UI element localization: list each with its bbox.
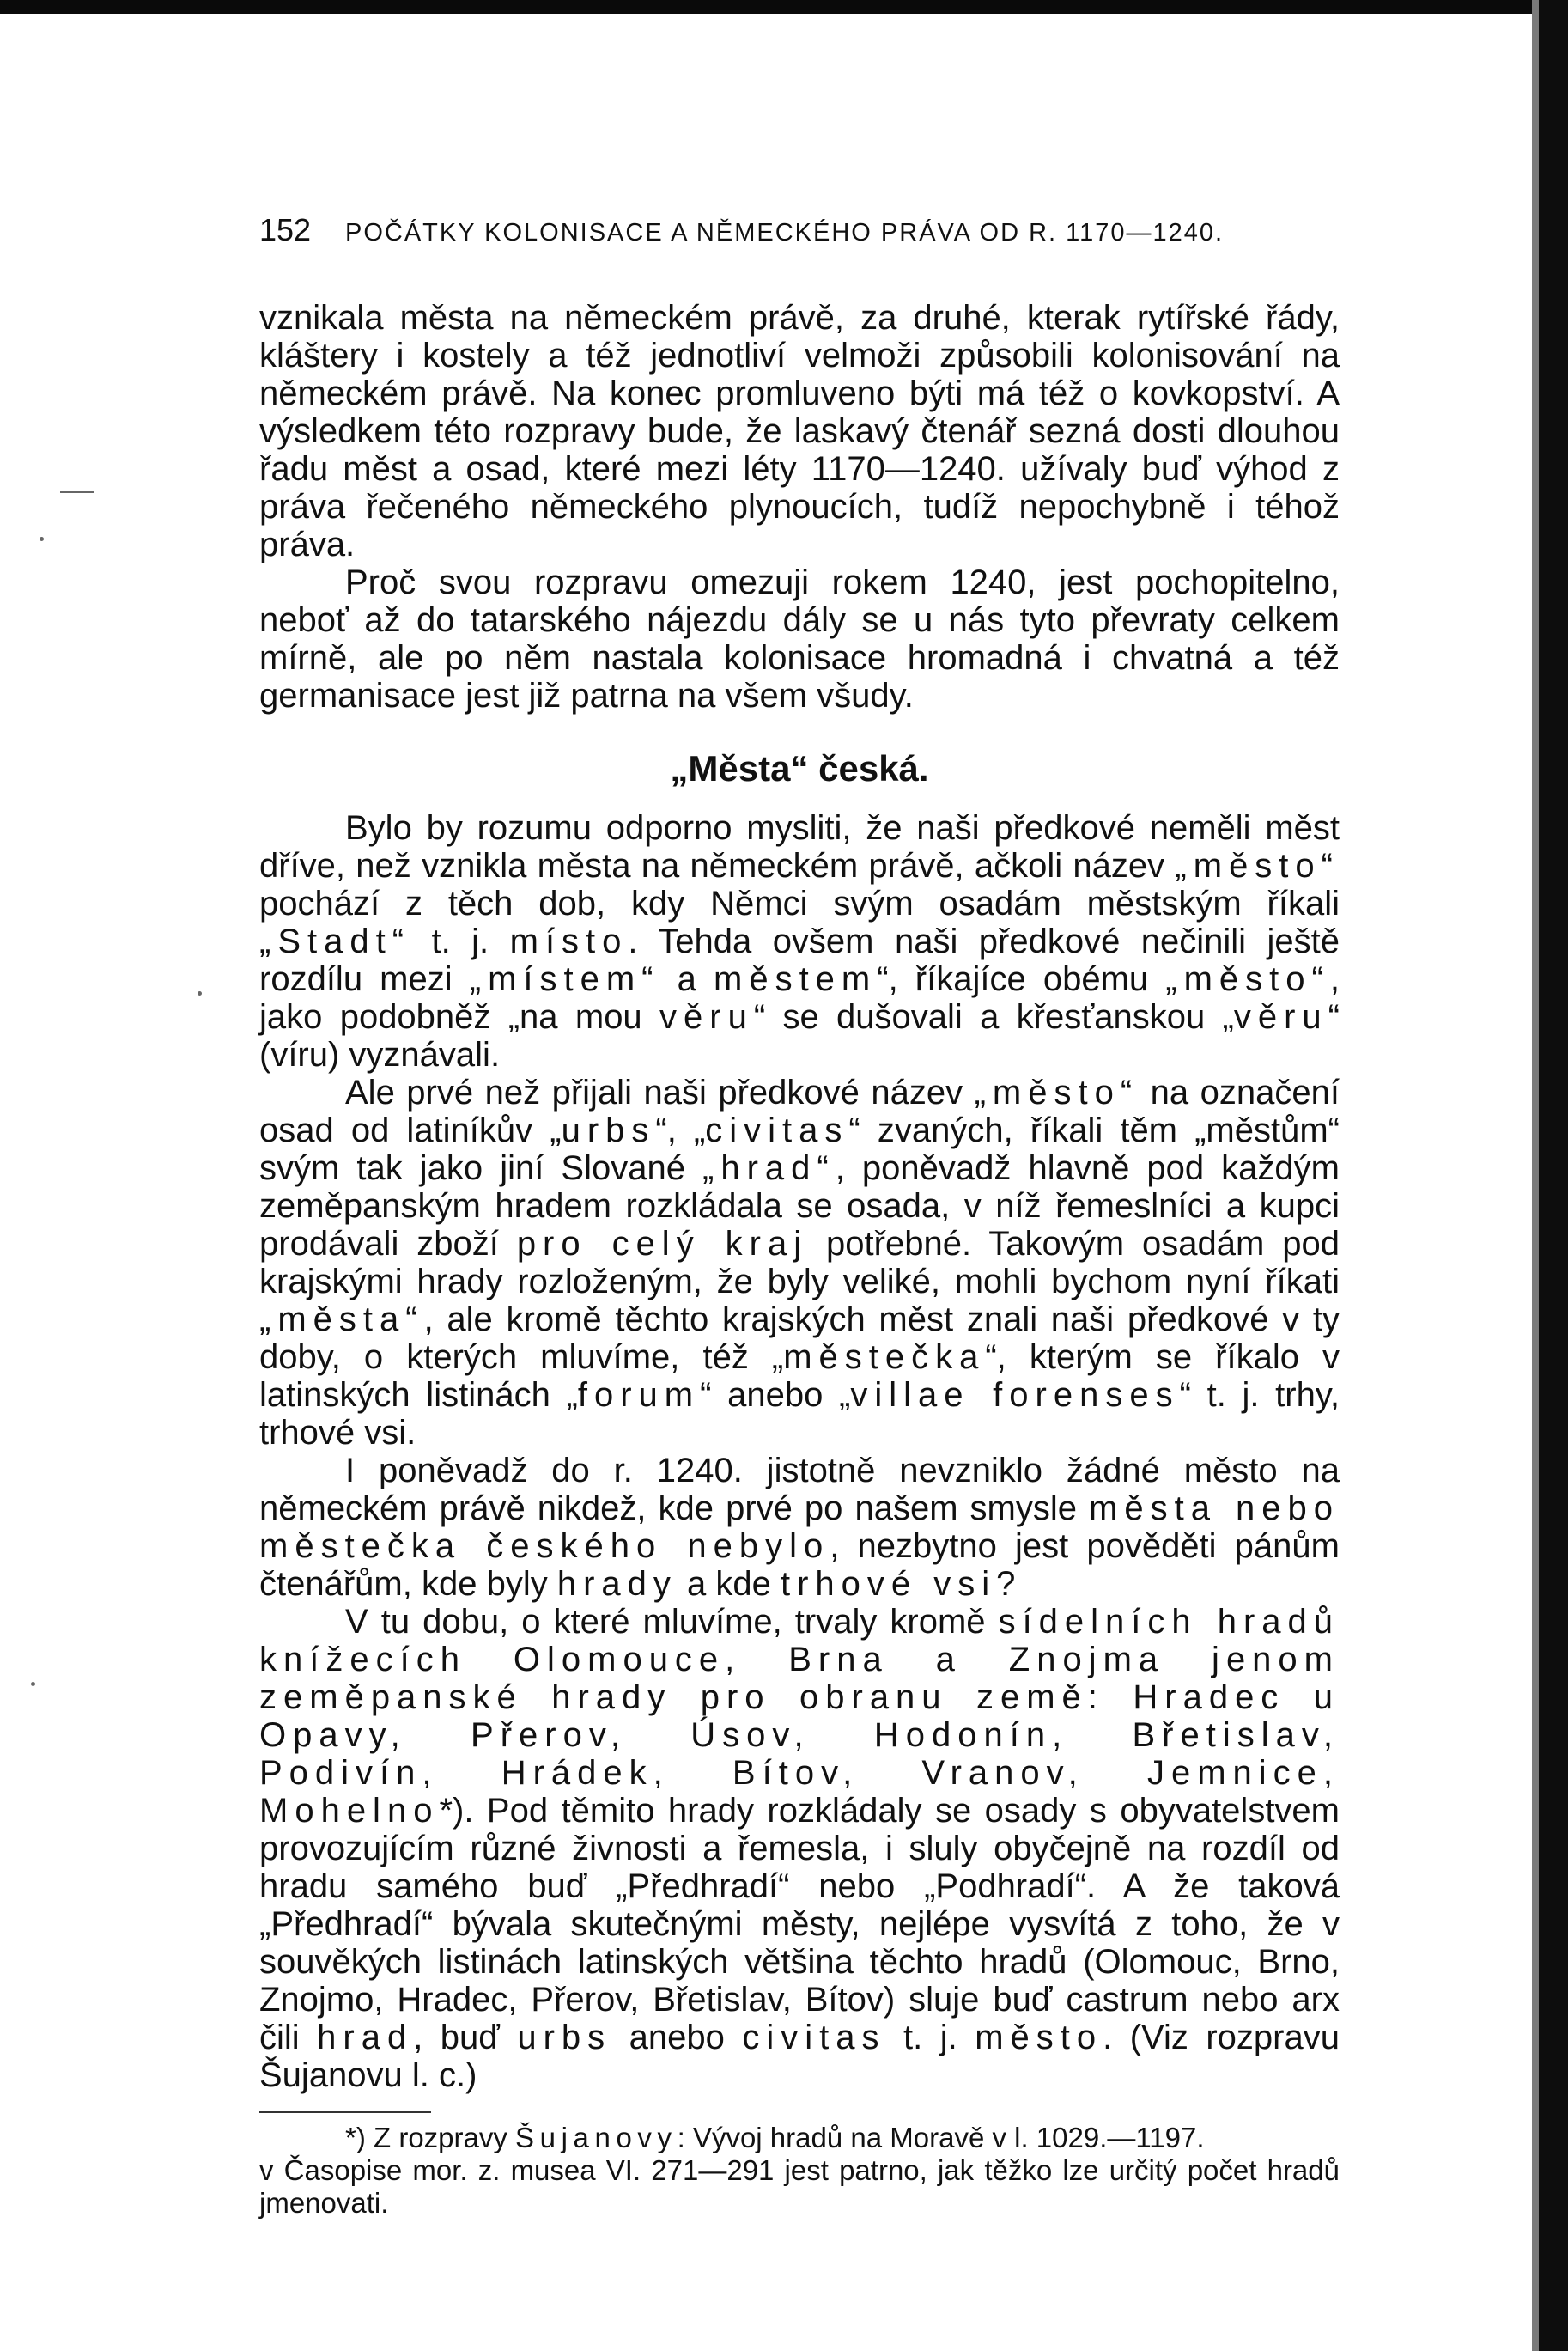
margin-dot (31, 1682, 35, 1686)
scan-border-right (1539, 0, 1568, 2351)
scan-border-shadow (1532, 0, 1539, 2351)
paragraph: Ale prvé než přijali naši předkové název „město“ na označení osad od latiníkův „urbs“, „civitas“ zvaných, říkali těm „městům“ svým tak jako jiní Slované „hrad“, poněvadž hlavně pod každým zeměpanským hradem rozkládala se osada, v níž řemeslníci a kupci prodávali zboží pro celý kraj potřebné. Takovým osadám pod krajskými hrady rozloženým, že byly veliké, mohli bychom nyní říkati „města“, ale kromě těchto krajských měst znali naši předkové v ty doby, o kterých mluvíme, též „městečka“, kterým se říkalo v latinských listinách „forum“ anebo „villae forenses“ t. j. trhy, trhové vsi. (259, 1074, 1340, 1452)
footnote (259, 2122, 1340, 2220)
paragraph: I poněvadž do r. 1240. jistotně nevzniklo žádné město na německém právě nikdež, kde prvé po našem smysle města nebo městečka českého nebylo, nezbytno jest pověděti pánům čtenářům, kde byly hrady a kde trhové vsi? (259, 1452, 1340, 1603)
book-page (259, 211, 1340, 2220)
page-number: 152 (259, 212, 312, 247)
paragraph: Bylo by rozumu odporno mysliti, že naši předkové neměli měst dříve, než vznikla města na německém právě, ačkoli název „město“ pochází z těch dob, kdy Němci svým osadám městským říkali „Stadt“ t. j. místo. Tehda ovšem naši předkové nečinili ještě rozdílu mezi „místem“ a městem“, říkajíce obému „město“, jako podobněž „na mou věru“ se dušovali a křesťanskou „věru“ (víru) vyznávali. (259, 809, 1340, 1074)
paragraph: V tu dobu, o které mluvíme, trvaly kromě sídelních hradů knížecích Olomouce, Brna a Znojma jenom zeměpanské hrady pro obranu země: Hradec u Opavy, Přerov, Úsov, Hodonín, Břetislav, Podivín, Hrádek, Bítov, Vranov, Jemnice, Mohelno*). Pod těmito hrady rozkládaly se osady s obyvatelstvem provozujícím různé živnosti a řemesla, i sluly obyčejně na rozdíl od hradu samého buď „Předhradí“ nebo „Podhradí“. A že taková „Předhradí“ bývala skutečnými městy, nejlépe vysvítá z toho, že v souvěkých listinách latinských většina těchto hradů (Olomouc, Brno, Znojmo, Hradec, Přerov, Břetislav, Bítov) sluje buď castrum nebo arx čili hrad, buď urbs anebo civitas t. j. město. (Viz rozpravu Šujanovu l. c.) (259, 1603, 1340, 2094)
footnote-line: v Časopise mor. z. musea VI. 271—291 jest patrno, jak těžko lze určitý počet hradů jmenovati. (259, 2154, 1340, 2219)
footnote-rule (259, 2111, 431, 2113)
running-head: POČÁTKY KOLONISACE A NĚMECKÉHO PRÁVA OD R. 1170—1240. (345, 219, 1225, 247)
margin-dot (198, 991, 202, 996)
footnote-line: *) Z rozpravy Šujanovy: Vývoj hradů na Moravě v l. 1029.—1197. (345, 2122, 1205, 2153)
scan-border-top (0, 0, 1568, 14)
margin-dot (40, 537, 44, 541)
paragraph: vznikala města na německém právě, za druhé, kterak rytířské řády, kláštery i kostely a též jednotliví velmoži způsobili kolonisování na německém právě. Na konec promluveno býti má též o kovkopství. A výsledkem této rozpravy bude, že laskavý čtenář sezná dosti dlouhou řadu měst a osad, které mezi léty 1170—1240. užívaly buď výhod z práva řečeného německého plynoucích, tudíž nepochybně i téhož práva. (259, 299, 1340, 563)
page-header (259, 211, 1340, 259)
body-text (259, 299, 1340, 2094)
margin-mark (60, 491, 94, 493)
section-heading: „Města“ česká. (670, 748, 929, 789)
paragraph: Proč svou rozpravu omezuji rokem 1240, jest pochopitelno, neboť až do tatarského nájezdu dály se u nás tyto převraty celkem mírně, ale po něm nastala kolonisace hromadná i chvatná a též germanisace jest již patrna na všem všudy. (259, 563, 1340, 715)
